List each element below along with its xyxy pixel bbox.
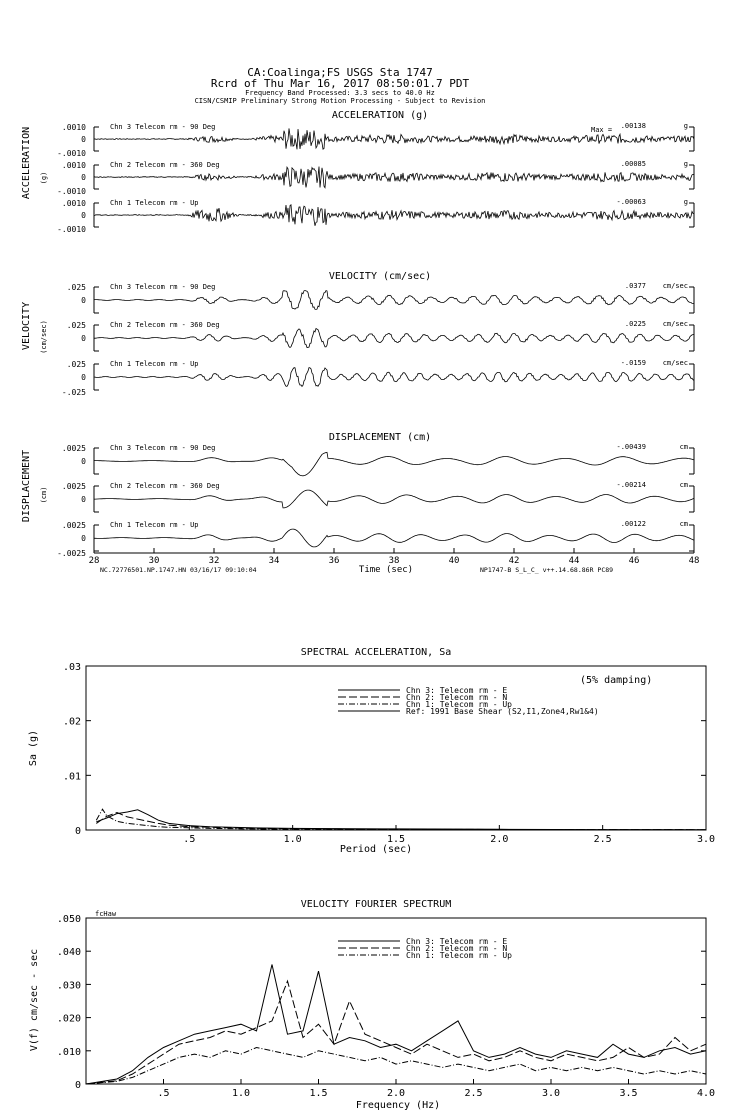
fs-xtick-label-7: 4.0 [696, 1088, 716, 1099]
time-tick-label-1: 30 [148, 556, 160, 566]
accel-ytick-bot-0: -.0010 [57, 149, 86, 158]
accel-trace-2 [94, 205, 694, 226]
fs-xtick-label-1: 1.0 [231, 1088, 251, 1099]
time-tick-label-0: 28 [88, 556, 100, 566]
velocity-peak-2: -.0159 [620, 359, 646, 367]
disp-ytick-bot-2: -.0025 [57, 549, 86, 558]
sa-series-1 [96, 813, 706, 830]
fs-frame [86, 918, 706, 1084]
sa-xtick-label-0: .5 [183, 834, 196, 845]
sa-ylabel: Sa (g) [28, 729, 39, 767]
accel-ytick-bot-1: -.0010 [57, 187, 86, 196]
disp-ytick-mid-0: 0 [81, 457, 86, 466]
header-station: CA:Coalinga;FS USGS Sta 1747 [247, 66, 433, 79]
accel-title: ACCELERATION (g) [331, 110, 429, 121]
disp-peak-1: -.00214 [616, 481, 646, 489]
disp-channel-label-0: Chn 3 Telecom rm - 90 Deg [110, 444, 216, 452]
sa-ytick-label-2: .02 [62, 716, 81, 728]
velocity-ytick-mid-2: 0 [81, 373, 86, 382]
disp-ylabel: DISPLACEMENT [21, 449, 32, 523]
time-axis-label: Time (sec) [358, 565, 414, 575]
fs-xtick-label-4: 2.5 [464, 1088, 483, 1099]
time-tick-label-7: 42 [508, 556, 520, 566]
accel-ylabel: ACCELERATION [21, 126, 32, 200]
sa-xtick-label-2: 1.5 [386, 834, 406, 845]
fs-xlabel: Frequency (Hz) [355, 1100, 441, 1111]
fs-ytick-label-1: .010 [56, 1046, 81, 1058]
fs-ytick-label-0: 0 [74, 1080, 81, 1091]
velocity-trace-2 [94, 368, 694, 387]
velocity-ytick-top-2: .025 [66, 360, 86, 369]
time-tick-label-6: 40 [448, 556, 460, 566]
disp-unit-0: cm [679, 443, 688, 451]
disp-peak-0: -.00439 [616, 443, 646, 451]
fs-xtick-label-6: 3.5 [619, 1088, 638, 1099]
disp-ytick-top-1: .0025 [61, 482, 86, 491]
velocity-unit-1: cm/sec [662, 320, 688, 328]
accel-unit-0: g [683, 122, 688, 130]
header-record: Rcrd of Thu Mar 16, 2017 08:50:01.7 PDT [210, 77, 470, 90]
accel-channel-label-0: Chn 3 Telecom rm - 90 Deg [110, 123, 216, 131]
disp-yunit: (cm) [40, 486, 48, 504]
sa-damping: (5% damping) [580, 675, 653, 686]
time-tick-label-3: 34 [268, 556, 280, 566]
sa-series-2 [96, 809, 706, 830]
fs-legend-label-1: Chn 2: Telecom rm - N [406, 944, 508, 953]
time-tick-label-4: 36 [328, 556, 340, 566]
velocity-peak-0: .0377 [624, 282, 646, 290]
sa-xtick-label-5: 3.0 [696, 834, 716, 845]
fs-series-0 [86, 965, 706, 1085]
sa-xtick-label-4: 2.5 [593, 834, 612, 845]
sa-xtick-label-1: 1.0 [283, 834, 302, 845]
velocity-ytick-bot-2: -.025 [61, 388, 86, 397]
fs-ytick-label-3: .030 [56, 980, 81, 992]
sa-legend-label-3: Ref: 1991 Base Shear (S2,I1,Zone4,Rw1&4) [406, 707, 599, 716]
fs-ytick-label-2: .020 [56, 1013, 81, 1025]
velocity-unit-0: cm/sec [662, 282, 688, 290]
fs-xtick-label-2: 1.5 [309, 1088, 328, 1099]
footer-left: NC.72776501.NP.1747.HN 03/16/17 09:10:04 [100, 566, 257, 574]
accel-trace-1 [94, 167, 694, 188]
sa-xtick-label-3: 2.0 [490, 834, 509, 845]
disp-channel-label-2: Chn 1 Telecom rm - Up [110, 521, 199, 529]
header-band: Frequency Band Processed: 3.3 secs to 40.0 Hz [245, 89, 435, 97]
disp-trace-2 [94, 529, 694, 547]
sa-ytick-label-0: 0 [74, 826, 81, 837]
fourier-spectrum-chart [29, 899, 715, 1111]
velocity-peak-1: .0225 [624, 320, 646, 328]
accel-ytick-top-1: .0010 [61, 161, 86, 170]
disp-peak-2: .00122 [620, 520, 646, 528]
accel-ytick-bot-2: -.0010 [57, 225, 86, 234]
fs-corner-label: fcHaw [95, 910, 117, 918]
accel-ytick-mid-1: 0 [81, 173, 86, 182]
accel-peak-0: .00138 [620, 122, 646, 130]
fs-ylabel: V(f) cm/sec - sec [29, 948, 40, 1052]
accel-unit-2: g [683, 198, 688, 206]
accel-peak-1: .00085 [620, 160, 646, 168]
sa-legend-label-2: Chn 1: Telecom rm - Up [406, 700, 512, 709]
fs-legend-label-2: Chn 1: Telecom rm - Up [406, 951, 512, 960]
disp-trace-0 [94, 452, 694, 476]
sa-xlabel: Period (sec) [339, 844, 413, 855]
velocity-channel-label-0: Chn 3 Telecom rm - 90 Deg [110, 283, 216, 291]
velocity-yunit: (cm/sec) [40, 320, 48, 354]
fs-xtick-label-0: .5 [157, 1088, 170, 1099]
velocity-ytick-mid-1: 0 [81, 334, 86, 343]
disp-ytick-top-0: .0025 [61, 444, 86, 453]
accel-yunit: (g) [40, 171, 48, 185]
velocity-trace-0 [94, 291, 694, 310]
velocity-channel-label-1: Chn 2 Telecom rm - 360 Deg [110, 321, 220, 329]
accel-ytick-top-0: .0010 [61, 123, 86, 132]
accel-ytick-mid-0: 0 [81, 135, 86, 144]
sa-title: SPECTRAL ACCELERATION, Sa [300, 647, 452, 658]
accel-channel-label-1: Chn 2 Telecom rm - 360 Deg [110, 161, 220, 169]
fs-series-1 [86, 981, 706, 1084]
velocity-unit-2: cm/sec [662, 359, 688, 367]
disp-ytick-top-2: .0025 [61, 521, 86, 530]
velocity-ytick-top-0: .025 [66, 283, 86, 292]
time-series-panels [21, 110, 699, 575]
disp-ytick-mid-1: 0 [81, 495, 86, 504]
fs-title: VELOCITY FOURIER SPECTRUM [300, 899, 452, 910]
accel-ytick-mid-2: 0 [81, 211, 86, 220]
sa-series-0 [96, 810, 706, 830]
sa-ytick-label-1: .01 [62, 771, 81, 783]
disp-title: DISPLACEMENT (cm) [328, 432, 432, 443]
footer-right: NP1747-B S_L_C_ v++.14.68.86R PC89 [480, 566, 614, 574]
time-tick-label-2: 32 [208, 556, 220, 566]
fs-legend-label-0: Chn 3: Telecom rm - E [406, 937, 508, 946]
fs-series-2 [86, 1048, 706, 1085]
velocity-ytick-mid-0: 0 [81, 296, 86, 305]
header-processing: CISN/CSMIP Preliminary Strong Motion Processing - Subject to Revision [194, 97, 486, 105]
velocity-ytick-top-1: .025 [66, 321, 86, 330]
fs-ytick-label-4: .040 [56, 947, 81, 959]
disp-ytick-mid-2: 0 [81, 534, 86, 543]
disp-channel-label-1: Chn 2 Telecom rm - 360 Deg [110, 482, 220, 490]
velocity-title: VELOCITY (cm/sec) [328, 271, 432, 282]
disp-unit-1: cm [679, 481, 688, 489]
velocity-channel-label-2: Chn 1 Telecom rm - Up [110, 360, 199, 368]
velocity-ylabel: VELOCITY [21, 301, 32, 351]
time-tick-label-9: 46 [628, 556, 640, 566]
accel-unit-1: g [683, 160, 688, 168]
accel-ytick-top-2: .0010 [61, 199, 86, 208]
accel-peak-2: -.00063 [616, 198, 646, 206]
fs-ytick-label-5: .050 [56, 914, 81, 925]
time-tick-label-8: 44 [568, 556, 580, 566]
accel-channel-label-2: Chn 1 Telecom rm - Up [110, 199, 199, 207]
velocity-trace-1 [94, 329, 694, 348]
fs-xtick-label-5: 3.0 [541, 1088, 561, 1099]
accel-max-prefix: Max = [591, 126, 613, 134]
sa-ytick-label-3: .03 [62, 662, 81, 673]
time-tick-label-5: 38 [388, 556, 400, 566]
sa-legend-label-0: Chn 3: Telecom rm - E [406, 686, 508, 695]
disp-trace-1 [94, 490, 694, 508]
time-tick-label-10: 48 [688, 556, 700, 566]
fs-xtick-label-3: 2.0 [386, 1088, 406, 1099]
sa-frame [86, 666, 706, 830]
spectral-acceleration-chart [28, 647, 715, 855]
disp-unit-2: cm [679, 520, 688, 528]
sa-legend-label-1: Chn 2: Telecom rm - N [406, 693, 508, 702]
